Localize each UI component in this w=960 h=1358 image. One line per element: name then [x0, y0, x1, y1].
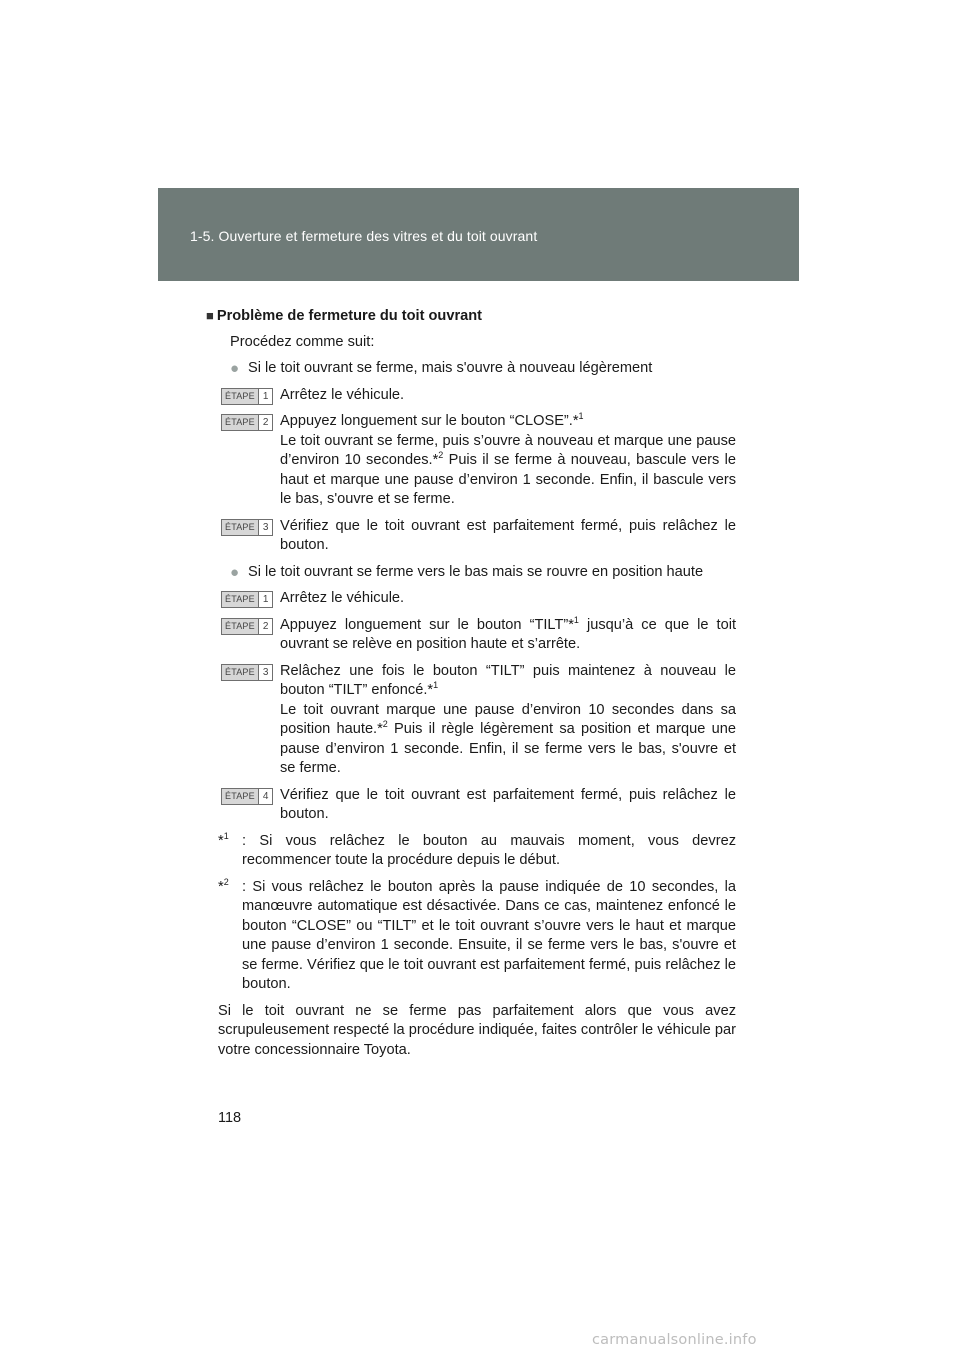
footnote-2	[218, 878, 736, 995]
step-badge	[221, 591, 273, 608]
footnote-1	[218, 832, 736, 871]
circle-bullet-icon: ●	[230, 360, 240, 377]
footnote-ref: 2	[438, 450, 444, 460]
case-2-step-1	[218, 589, 736, 609]
footnote-mark	[218, 832, 229, 852]
step-badge	[221, 414, 273, 431]
footnote-star: *	[218, 878, 224, 895]
case-1-step-1	[218, 386, 736, 406]
step-text	[280, 701, 736, 779]
closing-paragraph: Si le toit ouvrant ne se ferme pas parfaitement alors que vous avez scrupuleusement respecté la procédure indiquée, faites contrôler le véhicule par votre concessionnaire Toyota.	[218, 1002, 736, 1058]
case-2-title	[218, 563, 736, 583]
step-text-part: Puis il règle légèrement sa position et marque une pause d’environ 1 seconde. Enfin, il se ferme vers le bas, s'ouvre et se ferme.	[280, 721, 736, 776]
step-badge	[221, 618, 273, 635]
step-badge	[221, 664, 273, 681]
footnote-number: 1	[223, 830, 229, 841]
step-badge-label: ÉTAPE	[222, 415, 258, 430]
footnote-text: : Si vous relâchez le bouton après la pause indiquée de 10 secondes, la manœuvre automatique est désactivée. Dans ce cas, maintenez enfoncé le bouton “CLOSE” ou “TILT” et le toit ouvrant s’ouvre vers le haut et marque une pause d’environ 1 seconde. Ensuite, il se ferme vers le bas, s'ouvre et se ferme. Vérifiez que le toit ouvrant est parfaitement fermé, puis relâchez le bouton.	[242, 878, 736, 992]
step-badge-number: 1	[258, 389, 273, 404]
step-text: Vérifiez que le toit ouvrant est parfaitement fermé, puis relâchez le bouton.	[280, 517, 736, 553]
page-number: 118	[218, 1110, 242, 1126]
step-badge-number: 1	[258, 592, 273, 607]
step-text: Vérifiez que le toit ouvrant est parfaitement fermé, puis relâchez le bouton.	[280, 786, 736, 822]
step-text-part: Appuyez longuement sur le bouton “CLOSE”.*	[280, 413, 579, 429]
step-badge-label: ÉTAPE	[222, 592, 258, 607]
step-badge-number: 2	[258, 415, 273, 430]
square-bullet-icon: ■	[206, 308, 214, 323]
step-badge-label: ÉTAPE	[222, 665, 258, 680]
section-heading-text: Problème de fermeture du toit ouvrant	[216, 308, 483, 324]
step-text	[280, 616, 736, 655]
step-badge	[221, 388, 273, 405]
case-2-title-text: Si le toit ouvrant se ferme vers le bas mais se rouvre en position haute	[248, 563, 704, 580]
step-badge	[221, 519, 273, 536]
footnote-star: *	[218, 832, 224, 849]
step-badge-label: ÉTAPE	[222, 789, 258, 804]
step-badge-number: 3	[258, 665, 273, 680]
chapter-header	[158, 188, 799, 281]
step-text-part: Le toit ouvrant se ferme, puis s’ouvre à nouveau et marque une pause d’environ 10 secondes.*	[280, 432, 736, 468]
step-text-part: Le toit ouvrant marque une pause d’environ 10 secondes dans sa position haute.*	[280, 701, 736, 737]
footnote-number: 2	[223, 876, 229, 887]
section-intro: Procédez comme suit:	[230, 333, 375, 350]
section-heading	[206, 306, 724, 327]
case-2-step-3	[218, 662, 736, 779]
step-text: Arrêtez le véhicule.	[280, 590, 405, 606]
page-content	[206, 306, 737, 1060]
footnote-text: : Si vous relâchez le bouton au mauvais moment, vous devrez recommencer toute la procédure depuis le début.	[242, 832, 736, 868]
case-1-title-text: Si le toit ouvrant se ferme, mais s'ouvre à nouveau légèrement	[248, 360, 653, 376]
step-text-part: jusqu’à ce que le toit ouvrant se relève en position haute et s’arrête.	[280, 616, 737, 652]
footnote-ref: 2	[382, 719, 388, 729]
step-text-part: Puis il se ferme à nouveau, bascule vers le haut et marque une pause d’environ 1 seconde. Enfin, il bascule vers le bas, s'ouvre et se ferme.	[280, 452, 736, 507]
case-2-step-2	[218, 616, 736, 655]
circle-bullet-icon: ●	[230, 563, 240, 581]
footnote-mark	[218, 878, 229, 898]
step-badge-number: 3	[258, 520, 273, 535]
step-text-part: Relâchez une fois le bouton “TILT” puis maintenez à nouveau le bouton “TILT” enfoncé.*	[280, 662, 736, 698]
step-badge-label: ÉTAPE	[222, 619, 258, 634]
step-text	[280, 412, 736, 432]
step-badge-number: 2	[258, 619, 273, 634]
step-badge-number: 4	[258, 789, 273, 804]
case-1-step-3	[218, 517, 736, 556]
footnote-ref: 1	[433, 680, 439, 690]
step-badge-label: ÉTAPE	[222, 389, 258, 404]
step-text-part: Appuyez longuement sur le bouton “TILT”*	[280, 616, 574, 633]
case-1-step-2	[218, 412, 736, 510]
step-badge-label: ÉTAPE	[222, 520, 258, 535]
step-badge	[221, 788, 273, 805]
footnote-ref: 1	[578, 411, 584, 421]
watermark: carmanualsonline.info	[592, 1332, 757, 1348]
chapter-title: 1-5. Ouverture et fermeture des vitres et du toit ouvrant	[190, 228, 538, 244]
step-text: Arrêtez le véhicule.	[280, 386, 405, 403]
step-text	[280, 662, 736, 701]
footnote-ref: 1	[573, 614, 579, 625]
case-1-title	[218, 359, 736, 379]
case-2-step-4	[218, 786, 736, 825]
step-text	[280, 432, 736, 510]
